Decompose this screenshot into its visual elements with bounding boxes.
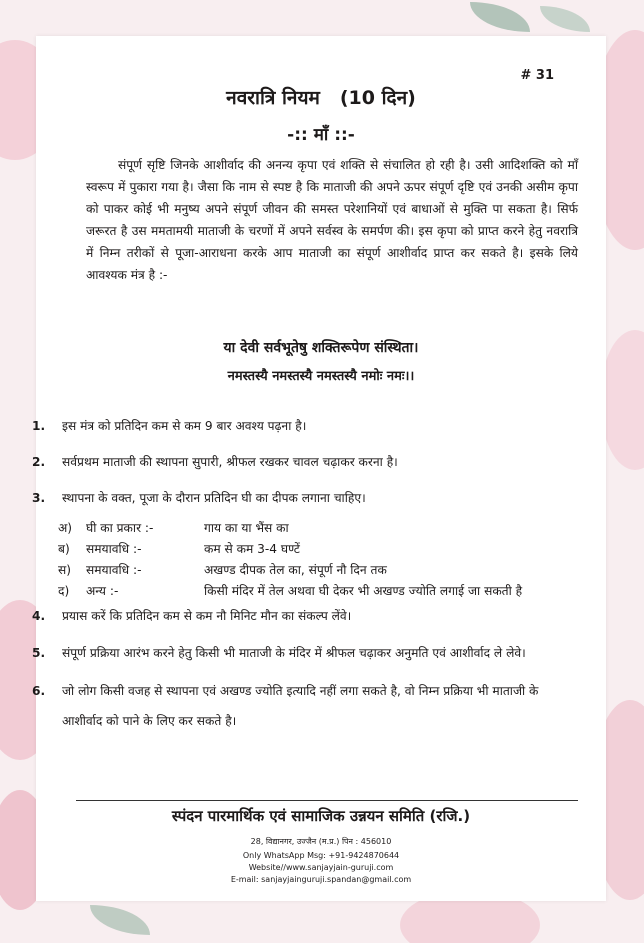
sub-item-letter: द)	[58, 584, 70, 598]
rule-item-4	[32, 604, 580, 628]
rule-number: 4.	[32, 609, 46, 623]
rule-number: 2.	[32, 455, 46, 469]
sub-item-key: अन्य :-	[86, 584, 119, 598]
sub-item-value: गाय का या भैंस का	[204, 521, 289, 535]
mantra-line-2: नमस्तस्यै नमस्तस्यै नमस्तस्यै नमोः नमः।।	[227, 369, 415, 384]
sub-item-key: समयावधि :-	[86, 563, 142, 577]
rule-text: स्थापना के वक्त, पूजा के दौरान प्रतिदिन घी का दीपक लगाना चाहिए।	[62, 491, 366, 505]
rule-number: 6.	[32, 684, 46, 698]
footer-divider	[76, 800, 578, 801]
sub-item	[58, 518, 580, 539]
rule-text: प्रयास करें कि प्रतिदिन कम से कम नौ मिनिट मौन का संकल्प लेंवे।	[62, 609, 352, 623]
sub-item-value: अखण्ड दीपक तेल का, संपूर्ण नौ दिन तक	[204, 563, 387, 577]
sub-item-letter: स)	[58, 563, 71, 577]
rule-number: 3.	[32, 491, 46, 505]
subtitle: -:: माँ ::-	[287, 125, 355, 145]
document-page	[32, 36, 606, 901]
rule-text: इस मंत्र को प्रतिदिन कम से कम 9 बार अवश्य पढ़ना है।	[62, 419, 307, 433]
rule-text: संपूर्ण प्रक्रिया आरंभ करने हेतु किसी भी माताजी के मंदिर में श्रीफल चढ़ाकर अनुमति एवं आशीर्वाद ले लेवे।	[62, 646, 526, 660]
sub-item-key: घी का प्रकार :-	[86, 521, 154, 535]
sub-item-letter: अ)	[58, 521, 73, 535]
footer-email: E-mail: sanjayjainguruji.spandan@gmail.com	[230, 875, 412, 884]
rule-item-1	[32, 414, 580, 438]
sub-item-letter: ब)	[58, 542, 70, 556]
sub-item	[58, 581, 580, 602]
rule-number: 5.	[32, 646, 46, 660]
footer-website: Website//www.sanjayjain-guruji.com	[248, 863, 394, 872]
sub-item-key: समयावधि :-	[86, 542, 142, 556]
footer-address: 28, विद्यानगर, उज्जैन (म.प्र.) पिन : 456010	[250, 837, 392, 846]
rule-text: जो लोग किसी वजह से स्थापना एवं अखण्ड ज्योति इत्यादि नहीं लगा सकते है, वो निम्न प्रक्रिया भी माताजी के आशीर्वाद को पाने के लिए कर सकते है।	[62, 684, 539, 728]
rule-item-6	[32, 676, 580, 736]
sub-item	[58, 539, 580, 560]
sub-item-value: कम से कम 3-4 घण्टें	[204, 542, 300, 556]
rule-item-2	[32, 450, 580, 474]
rule-item-5	[32, 638, 580, 668]
footer-whatsapp: Only WhatsApp Msg: +91-9424870644	[242, 851, 400, 860]
organization-name: स्पंदन पारमार्थिक एवं सामाजिक उन्नयन समिति (रजि.)	[171, 807, 471, 825]
sub-item-list	[58, 518, 580, 602]
rule-text: सर्वप्रथम माताजी की स्थापना सुपारी, श्रीफल रखकर चावल चढ़ाकर करना है।	[62, 455, 398, 469]
rule-item-3	[32, 486, 580, 510]
intro-paragraph	[86, 154, 578, 286]
sub-item	[58, 560, 580, 581]
title-days: (10 दिन)	[339, 87, 416, 109]
page-title	[36, 84, 606, 110]
sub-item-value: किसी मंदिर में तेल अथवा घी देकर भी अखण्ड ज्योति लगाई जा सकती है	[204, 584, 523, 598]
document-number: # 31	[520, 68, 554, 83]
rule-number: 1.	[32, 419, 46, 433]
rule-list	[32, 414, 580, 736]
intro-text: संपूर्ण सृष्टि जिनके आशीर्वाद की अनन्य कृपा एवं शक्ति से संचालित हो रही है। उसी आदिशक्ति को माँ स्वरूप में पुकारा गया है। जैसा कि नाम से स्पष्ट है कि माताजी की अपने ऊपर संपूर्ण दृष्टि एवं उनकी असीम कृपा को पाकर कोई भी मनुष्य अपने संपूर्ण जीवन की समस्त परेशानियों एवं बाधाओं से मुक्ति पा सकता है। सिर्फ जरूरत है उस ममतामयी माताजी के चरणों में अपने सर्वस्व के समर्पण की। इस कृपा को प्राप्त करने हेतु नवरात्रि में निम्न तरीकों से पूजा-आराधना करके आप माताजी का संपूर्ण आशीर्वाद प्राप्त कर सकते है। इसके लिये आवश्यक मंत्र है :-	[86, 158, 578, 282]
mantra-line-1: या देवी सर्वभूतेषु शक्तिरूपेण संस्थिता।	[223, 340, 419, 356]
title-text: नवरात्रि नियम	[226, 87, 320, 109]
